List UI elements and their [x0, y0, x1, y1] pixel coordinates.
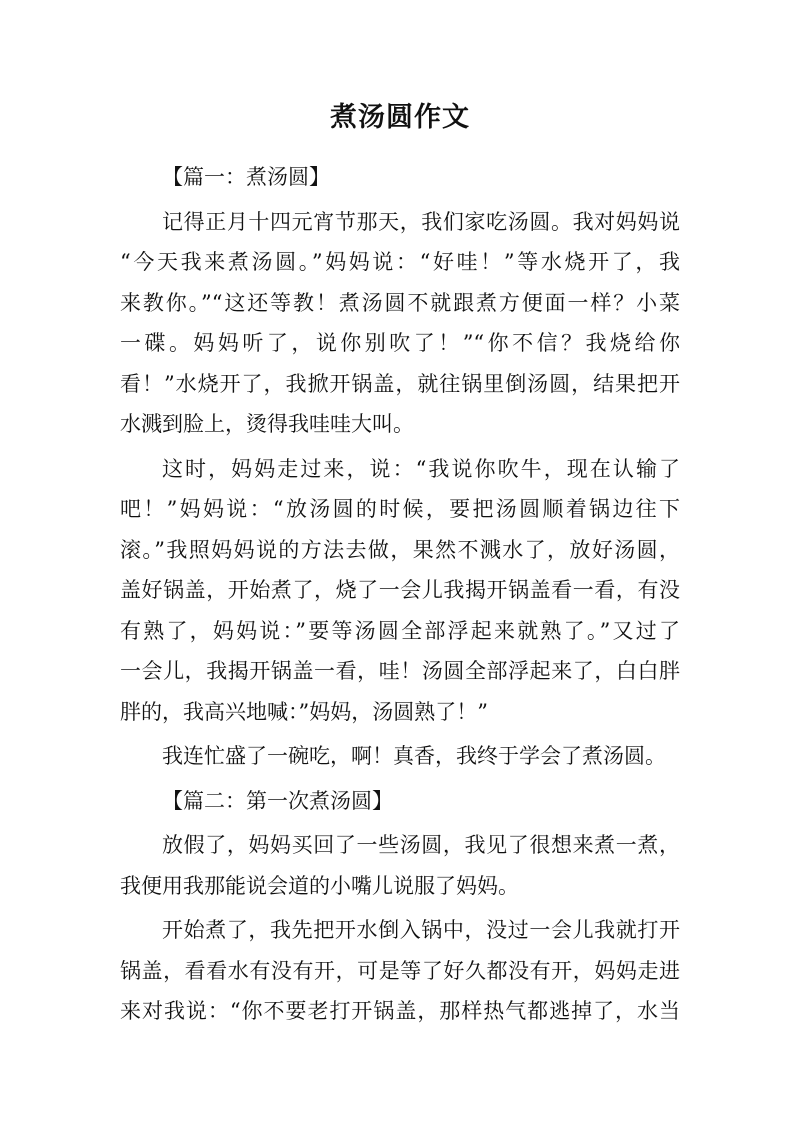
document-body [120, 157, 680, 1032]
text-line: 水溅到脸上，烫得我哇哇大叫。 [120, 412, 414, 436]
text-line: 一会儿，我揭开锅盖一看，哇！汤圆全部浮起来了，白白胖 [120, 659, 680, 683]
text-line: 来对我说：“你不要老打开锅盖，那样热气都逃掉了，水当 [120, 999, 680, 1023]
text-line: 来教你。”“这还等教！煮汤圆不就跟煮方便面一样？小菜 [120, 290, 680, 315]
text-line: “今天我来煮汤圆。”妈妈说：“好哇！”等水烧开了，我 [120, 250, 680, 274]
text-line: 吧！”妈妈说：“放汤圆的时候，要把汤圆顺着锅边往下 [120, 497, 680, 521]
text-line: 胖的，我高兴地喊：”妈妈，汤圆熟了！” [120, 699, 488, 724]
text-line: 记得正月十四元宵节那天，我们家吃汤圆。我对妈妈说 [162, 209, 680, 234]
text-line: 我便用我那能说会道的小嘴儿说服了妈妈。 [120, 873, 519, 898]
text-line: 【篇一：煮汤圆】 [162, 165, 330, 189]
text-line: 放假了，妈妈买回了一些汤圆，我见了很想来煮一煮， [162, 833, 680, 857]
text-line: 看！”水烧开了，我掀开锅盖，就往锅里倒汤圆，结果把开 [120, 371, 680, 396]
text-line: 有熟了，妈妈说：”要等汤圆全部浮起来就熟了。”又过了 [120, 618, 680, 643]
text-line: 一碟。妈妈听了，说你别吹了！”“你不信？我烧给你 [120, 331, 680, 355]
page-title: 煮汤圆作文 [330, 102, 470, 133]
text-line: 这时，妈妈走过来，说：“我说你吹牛，现在认输了 [162, 456, 680, 481]
text-line: 【篇二：第一次煮汤圆】 [162, 788, 393, 813]
text-line: 开始煮了，我先把开水倒入锅中，没过一会儿我就打开 [162, 918, 680, 942]
text-line: 我连忙盛了一碗吃，啊！真香，我终于学会了煮汤圆。 [162, 744, 666, 768]
text-line: 滚。”我照妈妈说的方法去做，果然不溅水了，放好汤圆， [120, 537, 680, 562]
text-line: 锅盖，看看水有没有开，可是等了好久都没有开，妈妈走进 [120, 958, 680, 983]
text-line: 盖好锅盖，开始煮了，烧了一会儿我揭开锅盖看一看，有没 [120, 578, 680, 602]
